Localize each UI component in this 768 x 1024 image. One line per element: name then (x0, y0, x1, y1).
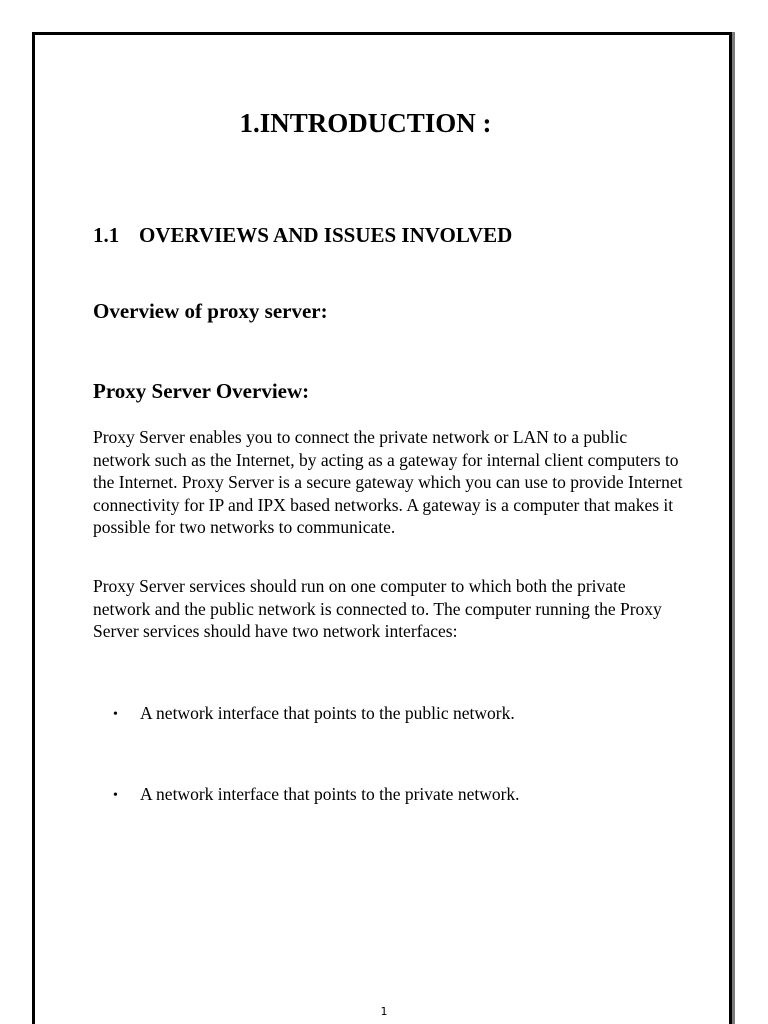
subheading-proxy-server-overview: Proxy Server Overview: (93, 379, 310, 403)
list-item-text: A network interface that points to the private network. (140, 784, 520, 804)
page-number: 1 (380, 1005, 388, 1018)
subheading-overview-of-proxy-server: Overview of proxy server: (93, 299, 328, 323)
list-item (113, 783, 520, 807)
list-item-text: A network interface that points to the public network. (140, 703, 515, 723)
section-number: 1.1 (93, 223, 120, 247)
paragraph-intro: Proxy Server enables you to connect the private network or LAN to a public network such as the Internet, by acting as a gateway for internal client computers to the Internet. Proxy Server is a secure gateway which you can use to provide Internet connectivity for IP and IPX based networks. A gateway is a computer that makes it possible for two networks to communicate. (93, 427, 683, 537)
page-title: 1.INTRODUCTION : (239, 108, 492, 138)
section-heading (93, 221, 512, 249)
section-title: OVERVIEWS AND ISSUES INVOLVED (139, 223, 513, 247)
bullet-icon: • (113, 788, 118, 803)
paragraph-services: Proxy Server services should run on one computer to which both the private network and the public network is connected to. The computer running the Proxy Server services should have two network interfaces: (93, 576, 662, 641)
bullet-icon: • (113, 707, 118, 722)
list-item (113, 702, 515, 726)
